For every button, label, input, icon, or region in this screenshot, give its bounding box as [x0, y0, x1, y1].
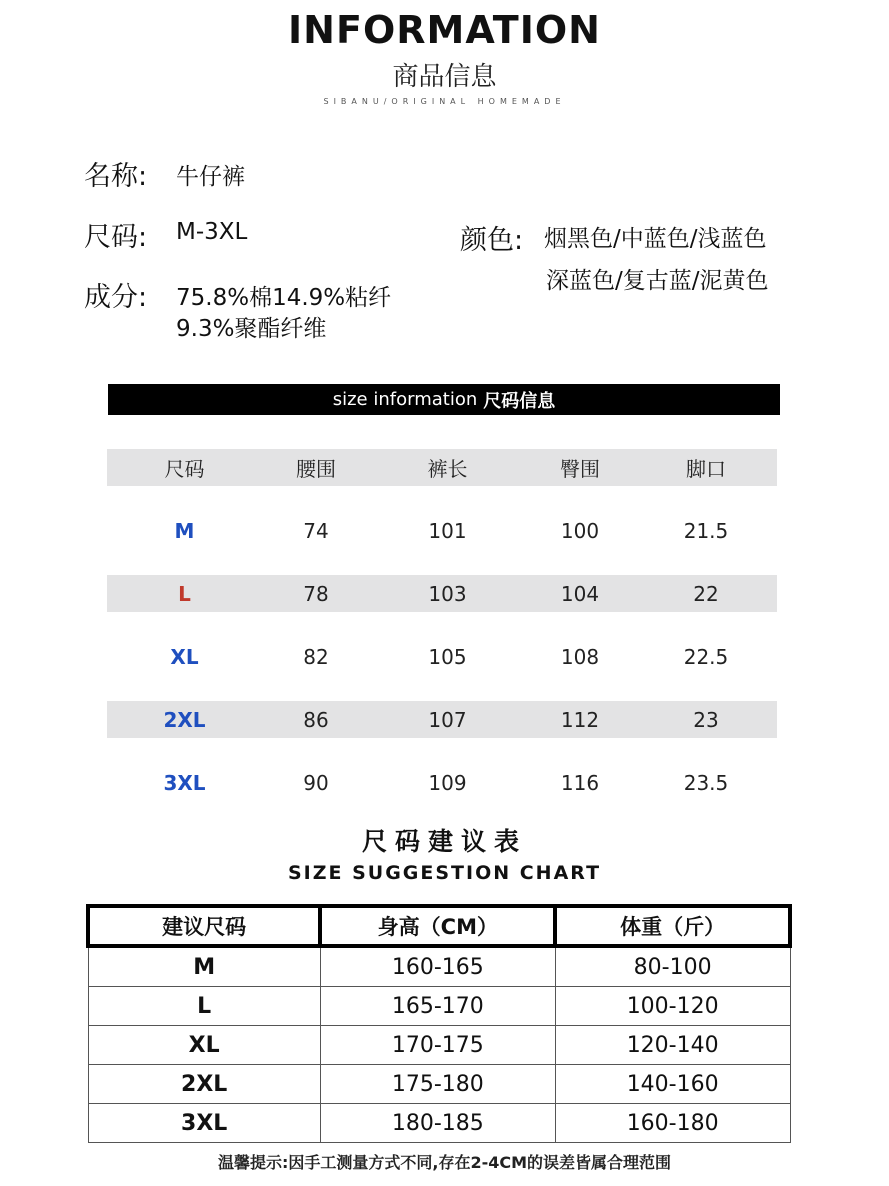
material-line-1: 75.8%棉14.9%粘纤 — [176, 285, 392, 311]
header-hem: 脚口 — [686, 457, 726, 481]
row-height: 165-170 — [320, 987, 555, 1026]
row-weight: 160-180 — [555, 1104, 790, 1143]
row-height: 170-175 — [320, 1026, 555, 1065]
row-hem: 22 — [693, 581, 719, 606]
header-hip: 臀围 — [560, 457, 600, 481]
suggestion-header-row — [88, 906, 790, 946]
size-info-banner — [108, 384, 780, 415]
row-length: 107 — [428, 707, 467, 732]
row-weight: 140-160 — [555, 1065, 790, 1104]
table-row — [107, 764, 777, 801]
row-hip: 100 — [560, 518, 600, 543]
row-length: 109 — [428, 770, 467, 795]
suggestion-title-cn: 尺码建议表 — [361, 827, 527, 856]
name-value: 牛仔裤 — [176, 164, 245, 190]
row-weight: 100-120 — [555, 987, 790, 1026]
table-row — [107, 575, 777, 612]
size-label: 尺码: — [84, 222, 148, 253]
row-size: 3XL — [163, 770, 206, 795]
row-size: L — [88, 987, 320, 1026]
row-length: 101 — [428, 518, 467, 543]
table-row — [88, 1026, 790, 1065]
color-label: 颜色: — [460, 225, 524, 256]
row-size: L — [178, 581, 191, 606]
row-hem: 21.5 — [683, 518, 729, 543]
table-row — [107, 512, 777, 549]
row-waist: 86 — [303, 707, 329, 732]
page-title: INFORMATION — [288, 8, 601, 52]
row-size: M — [174, 518, 195, 543]
row-size: 2XL — [163, 707, 206, 732]
row-height: 160-165 — [320, 946, 555, 987]
material-label: 成分: — [84, 282, 148, 313]
table-row — [88, 1104, 790, 1143]
row-length: 103 — [428, 581, 467, 606]
table-row — [88, 946, 790, 987]
size-measurement-table — [107, 449, 777, 827]
row-size: 3XL — [88, 1104, 320, 1143]
color-line-2: 深蓝色/复古蓝/泥黄色 — [546, 268, 769, 294]
table-row — [107, 638, 777, 675]
banner-english: size information — [332, 389, 478, 410]
table-row — [88, 987, 790, 1026]
banner-chinese: 尺码信息 — [483, 390, 556, 412]
header-suggested-size: 建议尺码 — [88, 906, 320, 946]
row-height: 180-185 — [320, 1104, 555, 1143]
name-label: 名称: — [84, 161, 148, 192]
size-table-header — [107, 449, 777, 486]
header-waist: 腰围 — [296, 457, 336, 481]
row-waist: 82 — [303, 644, 329, 669]
table-row — [88, 1065, 790, 1104]
row-hem: 23.5 — [683, 770, 729, 795]
row-weight: 120-140 — [555, 1026, 790, 1065]
size-suggestion-table — [86, 904, 792, 1143]
color-line-1: 烟黑色/中蓝色/浅蓝色 — [544, 226, 767, 252]
row-size: XL — [170, 644, 199, 669]
row-size: 2XL — [88, 1065, 320, 1104]
row-waist: 78 — [303, 581, 329, 606]
brand-tagline: SIBANU/ORIGINAL HOMEMADE — [323, 97, 566, 106]
page-subtitle: 商品信息 — [392, 62, 497, 92]
row-weight: 80-100 — [555, 946, 790, 987]
header-height: 身高（CM） — [320, 906, 555, 946]
row-hip: 104 — [560, 581, 600, 606]
header-weight: 体重（斤） — [555, 906, 790, 946]
row-hip: 112 — [560, 707, 600, 732]
row-hem: 23 — [693, 707, 719, 732]
row-size: M — [88, 946, 320, 987]
row-hip: 116 — [560, 770, 600, 795]
row-size: XL — [88, 1026, 320, 1065]
row-length: 105 — [428, 644, 467, 669]
material-line-2: 9.3%聚酯纤维 — [176, 316, 327, 342]
header-length: 裤长 — [427, 457, 468, 481]
row-waist: 74 — [303, 518, 329, 543]
header-size: 尺码 — [164, 457, 205, 481]
row-height: 175-180 — [320, 1065, 555, 1104]
row-waist: 90 — [303, 770, 329, 795]
suggestion-title-en: SIZE SUGGESTION CHART — [287, 862, 602, 884]
row-hem: 22.5 — [683, 644, 729, 669]
table-row — [107, 701, 777, 738]
measurement-note: 温馨提示:因手工测量方式不同,存在2-4CM的误差皆属合理范围 — [217, 1153, 672, 1172]
row-hip: 108 — [560, 644, 600, 669]
size-value: M-3XL — [176, 219, 248, 245]
